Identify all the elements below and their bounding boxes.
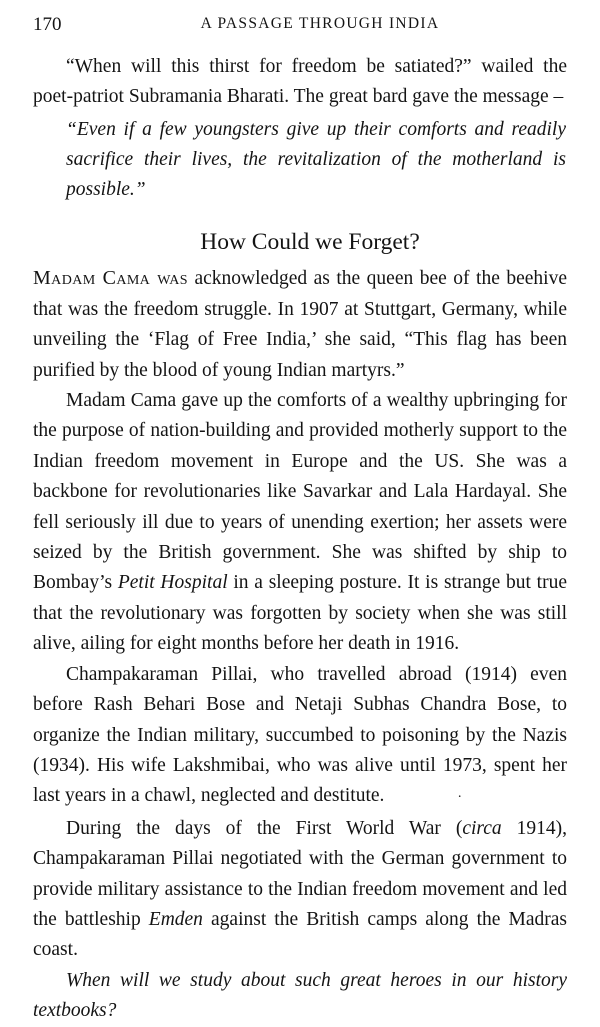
italic-term: Emden xyxy=(148,908,203,930)
italic-term: circa xyxy=(462,817,502,839)
intro-paragraph: “When will this thirst for freedom be satiated?” wailed the poet-patriot Subramania Bharati. The great bard gave the message – xyxy=(33,56,567,108)
paragraph-text: Champakaraman Pillai, who travelled abroad (1914) even before Rash Behari Bose and Netaji Subhas Chandra Bose, to organize the Indian military, succumbed to poisoning by the Nazis (1934). His wife Lakshmibai, who was alive until 1973, spent her last years in a chawl, neglected and destitute. xyxy=(33,663,567,807)
body-text xyxy=(33,52,567,1027)
lead-small-caps: Madam Cama was xyxy=(33,267,188,290)
paragraph-text: acknowledged as the queen bee of the beehive that was the freedom struggle. In 1907 at Stuttgart, Germany, while unveiling the ‘Flag of Free India,’ she said, “This flag has been purified by the blood of young Indian martyrs.” xyxy=(33,268,567,381)
paragraph-world-war xyxy=(33,814,567,966)
section-heading: How Could we Forget? xyxy=(200,229,420,256)
paragraph-text: in a sleeping posture. It is strange but true that the revolutionary was forgotten by society when she was still alive, ailing for eight months before her death in 1916. xyxy=(33,572,568,655)
paragraph-madam-cama-life xyxy=(33,386,567,660)
paragraph-text: 1914), Champakaraman Pillai negotiated with the German government to provide military assistance to the Indian freedom movement and led the battleship xyxy=(33,817,567,930)
paragraph-text: Madam Cama gave up the comforts of a wealthy upbringing for the purpose of nation-building and provided motherly support to the Indian freedom movement in Europe and the US. She was a backbone for revolutionaries like Savarkar and Lala Hardayal. She fell seriously ill due to years of unending exertion; her assets were seized by the British government. She was shifted by ship to Bombay’s xyxy=(33,390,567,594)
stray-mark: · xyxy=(457,790,463,806)
page-header xyxy=(33,14,567,40)
paragraph-text: against the British camps along the Madras coast. xyxy=(33,908,567,961)
paragraph-champakaraman-pillai xyxy=(33,660,567,814)
bharati-quote: “Even if a few youngsters give up their comforts and readily sacrifice their lives, the revitalization of the motherland is possible.” xyxy=(66,118,566,201)
page-number: 170 xyxy=(33,14,62,35)
running-head: A PASSAGE THROUGH INDIA xyxy=(200,15,440,32)
paragraph-madam-cama-intro xyxy=(33,263,567,386)
paragraph-text: During the days of the First World War ( xyxy=(66,817,463,839)
closing-question: When will we study about such great heroes in our history textbooks? xyxy=(33,969,567,1022)
italic-term: Petit Hospital xyxy=(117,572,228,594)
